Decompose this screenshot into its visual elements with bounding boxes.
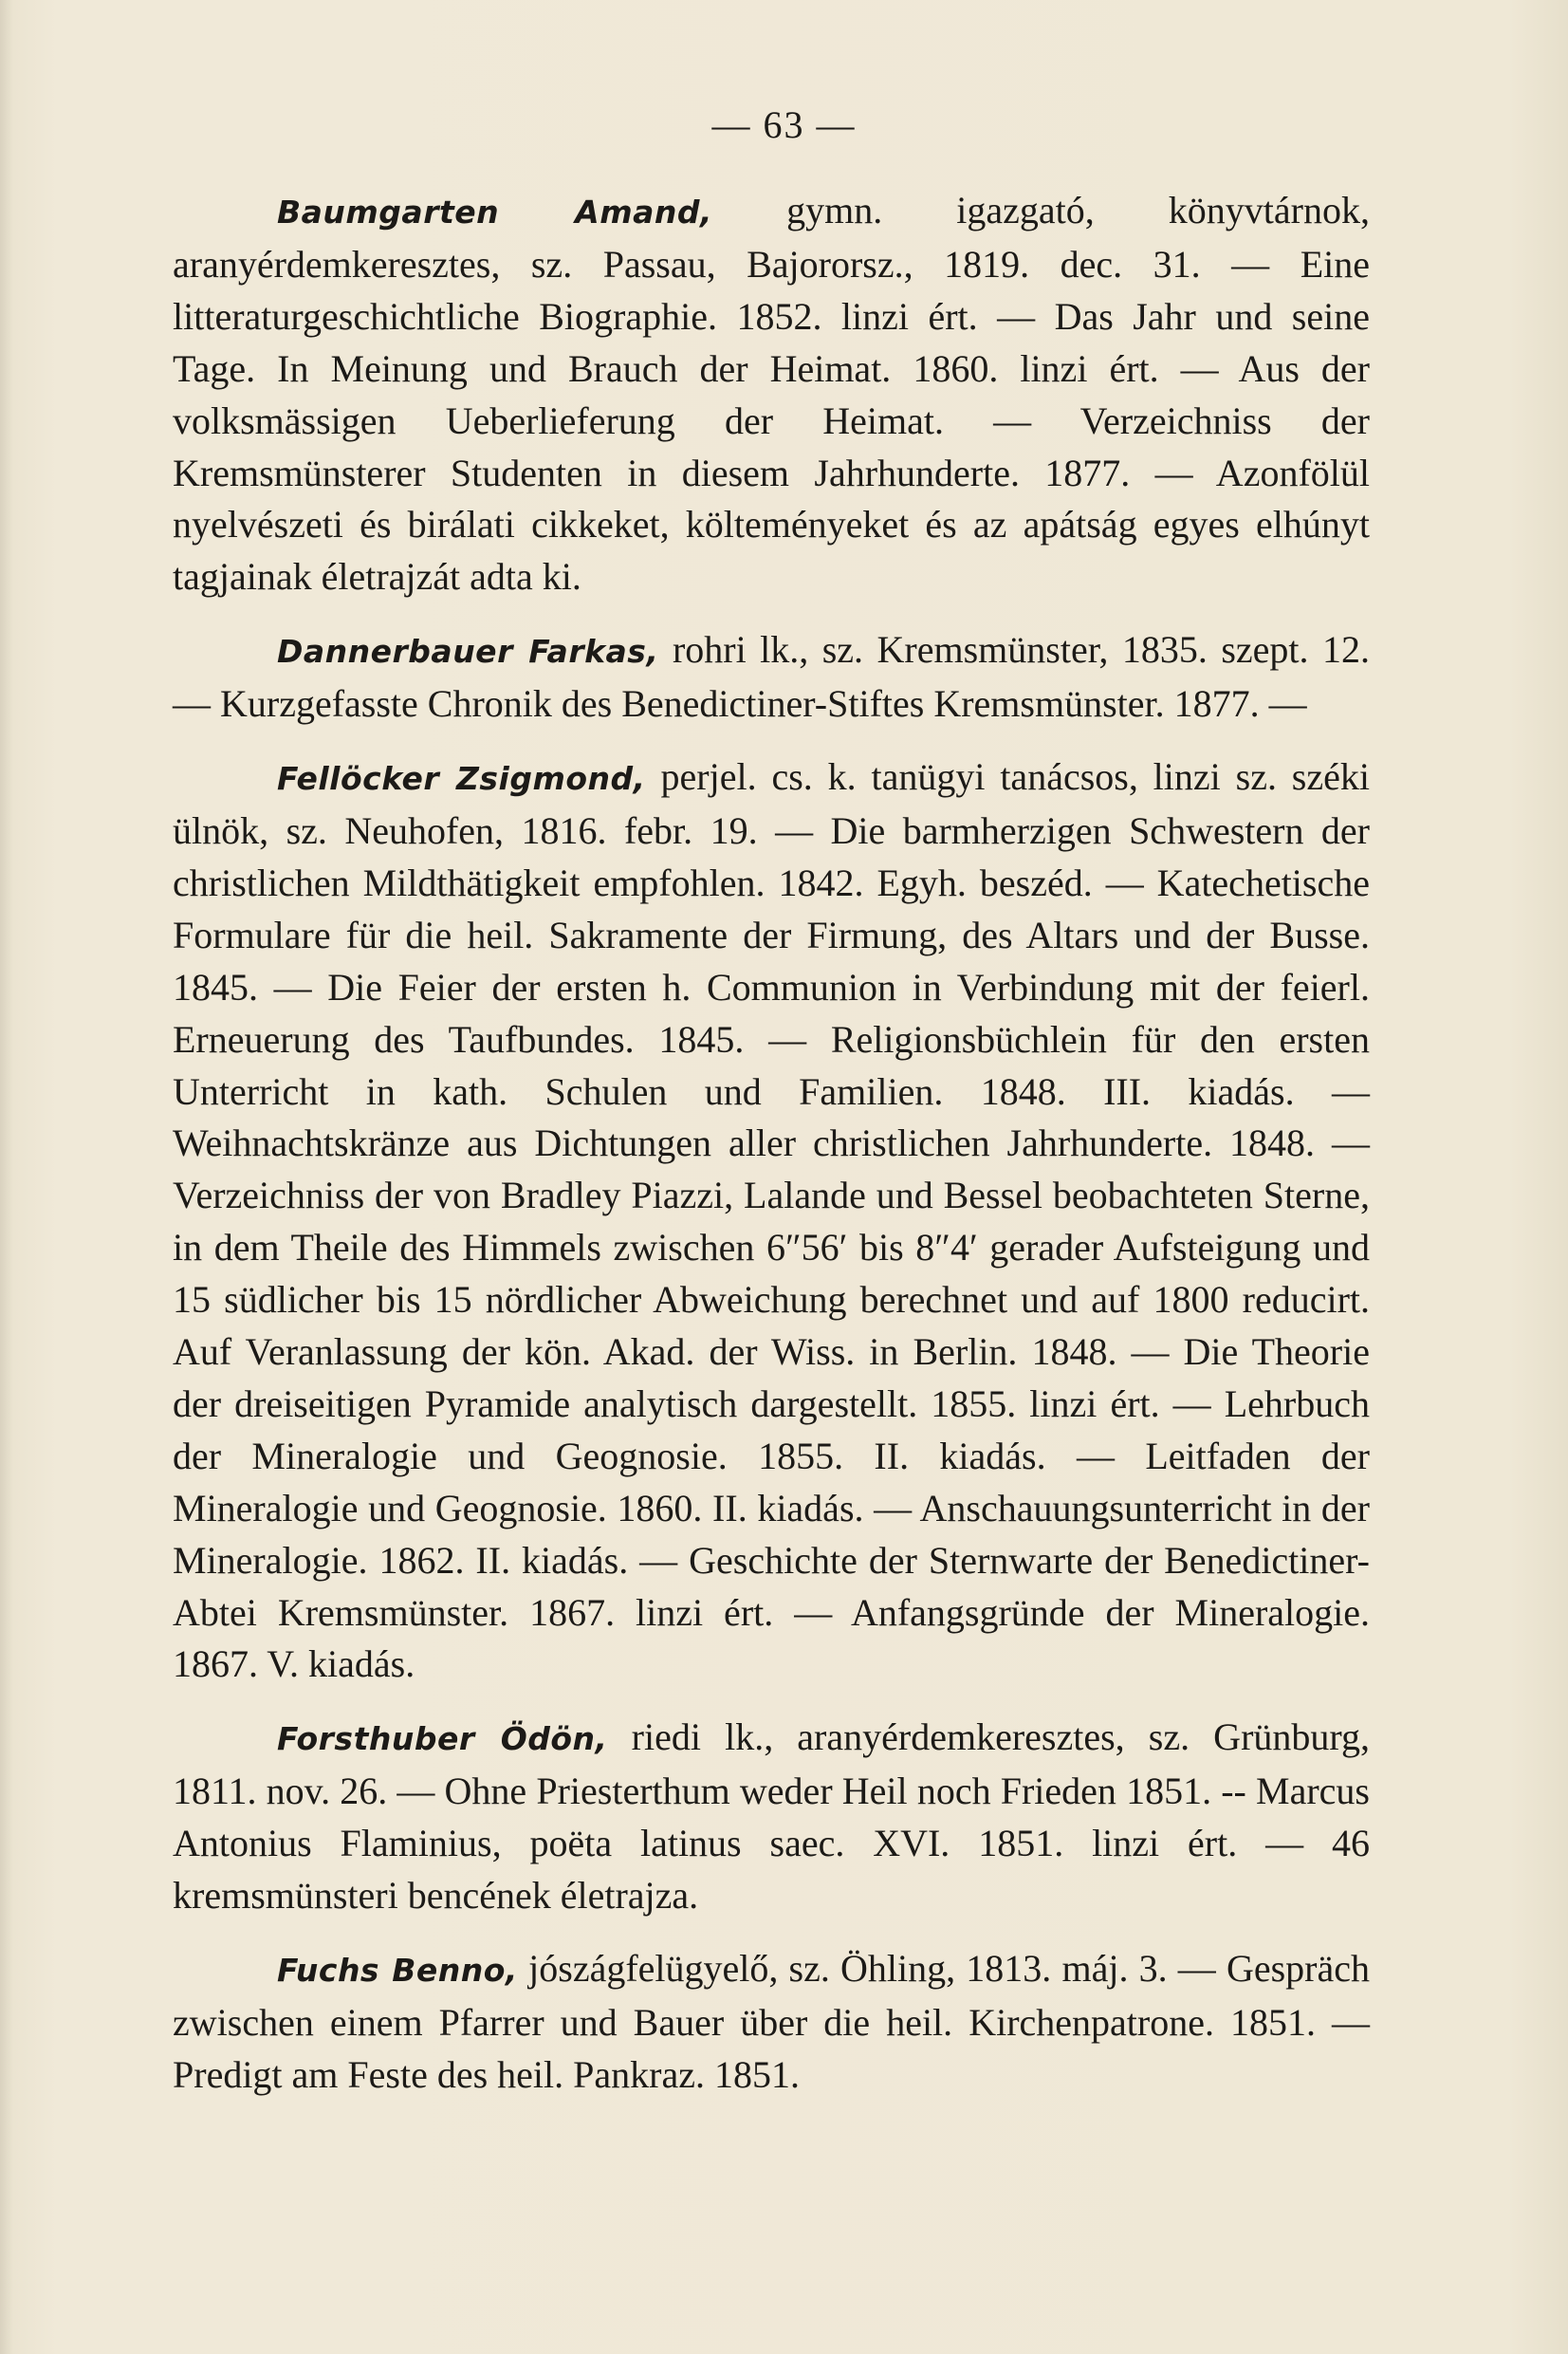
entry-name: Fuchs Benno,: [277, 1952, 518, 1989]
entry-name: Dannerbauer Farkas,: [277, 633, 659, 671]
entry-fellocker: [173, 751, 1370, 1691]
entry-dannerbauer: [173, 624, 1370, 731]
entry-text: perjel. cs. k. tanügyi tanácsos, linzi sz. széki ülnök, sz. Neuhofen, 1816. febr. 19. — Die barmherzigen Schwestern der christlichen Mildthätigkeit empfohlen. 1842. Egyh. beszéd. — Katechetische Formulare für die heil. Sakramente der Firmung, des Altars und der Busse. 1845. — Die Feier der ersten h. Communion in Verbindung mit der feierl. Erneuerung des Taufbundes. 1845. — Religionsbüchlein für den ersten Unterricht in kath. Schulen und Familien. 1848. III. kiadás. — Weihnachtskränze aus Dichtungen aller christlichen Jahrhunderte. 1848. — Verzeichniss der von Bradley Piazzi, Lalande und Bessel beobachteten Sterne, in dem Theile des Himmels zwischen 6″56′ bis 8″4′ gerader Aufsteigung und 15 südlicher bis 15 nördlicher Abweichung berechnet und auf 1800 reducirt. Auf Veranlassung der kön. Akad. der Wiss. in Berlin. 1848. — Die Theorie der dreiseitigen Pyramide analytisch dargestellt. 1855. linzi ért. — Lehrbuch der Mineralogie und Geognosie. 1855. II. kiadás. — Leitfaden der Mineralogie und Geognosie. 1860. II. kiadás. — Anschauungsunterricht in der Mineralogie. 1862. II. kiadás. — Geschichte der Sternwarte der Benedictiner-Abtei Kremsmünster. 1867. linzi ért. — Anfangsgründe der Mineralogie. 1867. V. kiadás.: [173, 755, 1370, 1686]
entry-name: Fellöcker Zsigmond,: [277, 760, 646, 798]
entry-name: Baumgarten Amand,: [277, 194, 713, 231]
entry-text: jószágfelügyelő, sz. Öhling, 1813. máj. 3. — Gespräch zwischen einem Pfarrer und Bauer über die heil. Kirchenpatrone. 1851. — Predigt am Feste des heil. Pankraz. 1851.: [173, 1947, 1370, 2096]
page-number: — 63 —: [711, 103, 857, 146]
entry-name: Forsthuber Ödön,: [277, 1720, 608, 1758]
entry-text: riedi lk., aranyérdemkeresztes, sz. Grünburg, 1811. nov. 26. — Ohne Priesterthum weder Heil noch Frieden 1851. -- Marcus Antonius Flaminius, poëta latinus saec. XVI. 1851. linzi ért. — 46 kremsmünsteri bencének életrajza.: [173, 1715, 1370, 1918]
page-body: [173, 185, 1370, 2122]
entry-text: gymn. igazgató, könyvtárnok, aranyérdemkeresztes, sz. Passau, Bajororsz., 1819. dec. 31. — Eine litteraturgeschichtliche Biographie. 1852. linzi ért. — Das Jahr und seine Tage. In Meinung und Brauch der Heimat. 1860. linzi ért. — Aus der volksmässigen Ueberlieferung der Heimat. — Verzeichniss der Kremsmünsterer Studenten in diesem Jahrhunderte. 1877. — Azonfölül nyelvészeti és birálati cikkeket, költeményeket és az apátság egyes elhúnyt tagjainak életrajzát adta ki.: [173, 189, 1370, 599]
entry-text: rohri lk., sz. Kremsmünster, 1835. szept. 12. — Kurzgefasste Chronik des Benedictiner-Stiftes Kremsmünster. 1877. —: [173, 628, 1370, 726]
entry-fuchs: [173, 1943, 1370, 2102]
entry-baumgarten: [173, 185, 1370, 603]
entry-forsthuber: [173, 1712, 1370, 1922]
